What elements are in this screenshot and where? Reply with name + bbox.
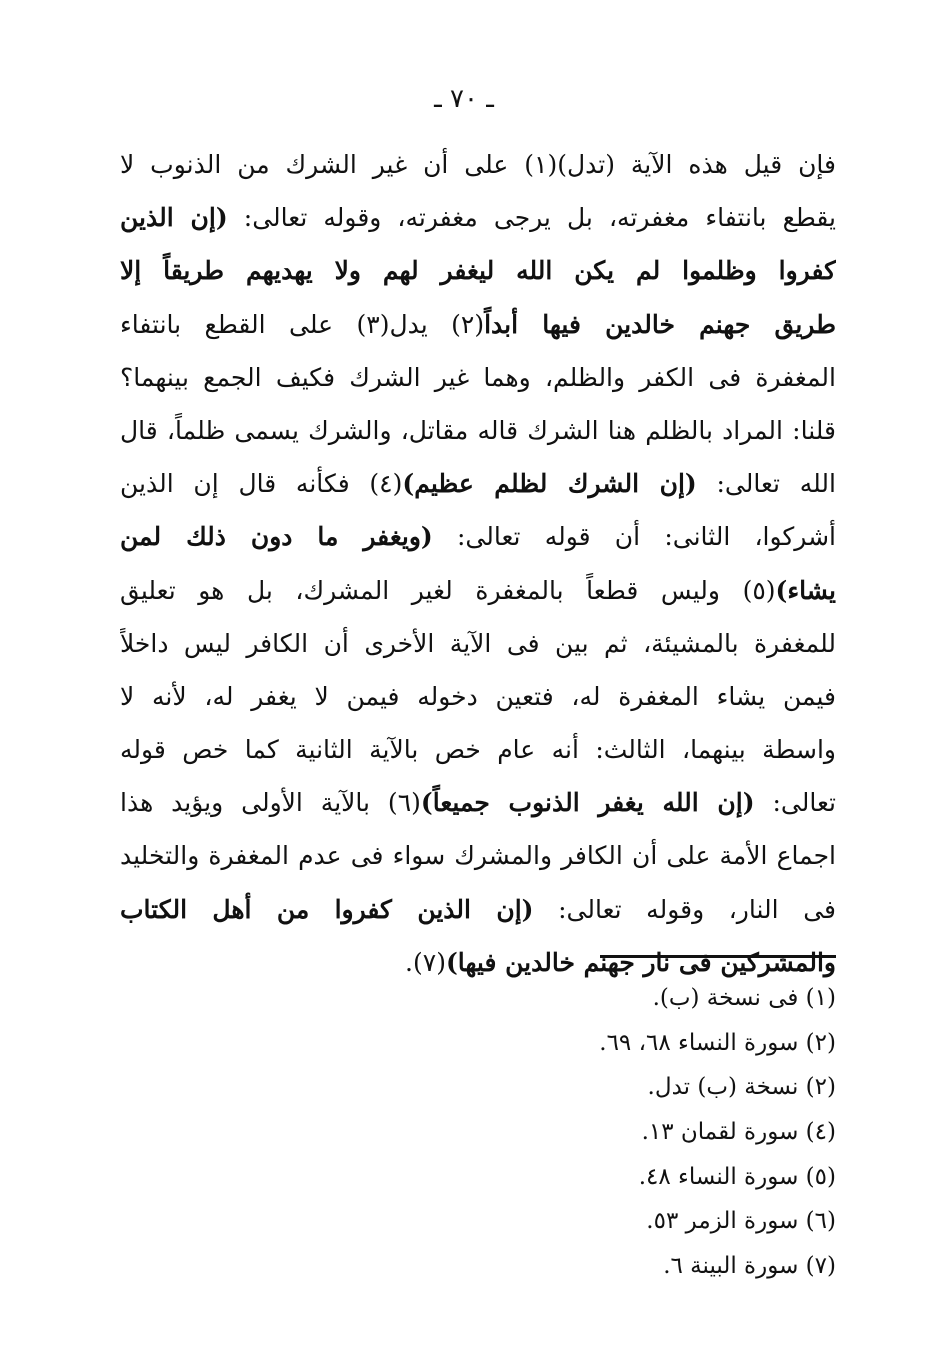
quran-quote: طريق جهنم خالدين فيها أبداً (484, 309, 836, 339)
body-text (120, 138, 836, 989)
text-line (120, 829, 836, 882)
text-line (120, 298, 836, 351)
quran-quote: والمشركين فى نار جهنم خالدين فيها) (445, 947, 836, 977)
text-line (120, 351, 836, 404)
text-segment: (٥) وليس قطعاً بالمغفرة لغير المشرك، بل هو تعليق (120, 575, 776, 605)
quran-quote: (إن الشرك لظلم عظيم) (402, 469, 697, 499)
text-line (120, 457, 836, 510)
text-line (120, 776, 836, 829)
page-number: ـ ٧٠ ـ (434, 84, 494, 114)
text-segment: للمغفرة بالمشيئة، ثم بين فى الآية الأخرى أن الكافر ليس داخلاً (120, 628, 836, 658)
text-line (120, 510, 836, 563)
text-segment: (٧). (405, 947, 446, 977)
footnote: (٥) سورة النساء ٤٨. (638, 1163, 836, 1190)
text-line (120, 138, 836, 191)
text-line (120, 404, 836, 457)
footnote: (٢) نسخة (ب) تدل. (647, 1074, 836, 1101)
quran-quote: (إن الذين (120, 203, 228, 233)
text-segment: (٤) فكأنه قال إن الذين (120, 469, 403, 499)
text-line (120, 670, 836, 723)
footnote: (٤) سورة لقمان ١٣. (641, 1119, 836, 1146)
text-line (120, 191, 836, 244)
quran-quote: كفروا وظلموا لم يكن الله ليغفر لهم ولا يهديهم طريقاً إلا (120, 256, 836, 286)
text-line (120, 244, 836, 297)
text-segment: اجماع الأمة على أن الكافر والمشرك سواء فى عدم المغفرة والتخليد (120, 841, 836, 871)
text-segment: فيمن يشاء المغفرة له، فتعين دخوله فيمن لا يغفر له، لأنه لا (120, 681, 836, 711)
text-segment: المغفرة فى الكفر والظلم، وهما غير الشرك فكيف الجمع بينهما؟ (120, 362, 836, 392)
footnote-separator (600, 955, 836, 958)
quran-quote: (ويغفر ما دون ذلك لمن (120, 522, 433, 552)
text-line (120, 564, 836, 617)
footnote: (٦) سورة الزمر ٥٣. (646, 1208, 836, 1235)
text-segment: فإن قيل هذه الآية (تدل)(١) على أن غير الشرك من الذنوب لا (120, 150, 836, 179)
text-segment: واسطة بينهما، الثالث: أنه عام خص بالآية الثانية كما خص قوله (120, 735, 836, 765)
text-segment: يقطع بانتفاء مغفرته، بل يرجى مغفرته، وقوله تعالى: (227, 203, 836, 233)
footnote: (١) فى نسخة (ب). (652, 985, 836, 1011)
text-line (120, 723, 836, 776)
text-segment: تعالى: (754, 788, 836, 818)
text-segment: (٦) بالآية الأولى ويؤيد هذا (120, 788, 421, 818)
footnote: (٧) سورة البينة ٦. (663, 1253, 836, 1280)
text-segment: الله تعالى: (696, 469, 836, 499)
text-segment: فى النار، وقوله تعالى: (533, 894, 836, 924)
quran-quote: (إن الذين كفروا من أهل الكتاب (120, 894, 534, 924)
text-segment: قلنا: المراد بالظلم هنا الشرك قاله مقاتل، والشرك يسمى ظلماً، قال (120, 415, 836, 445)
quran-quote: (إن الله يغفر الذنوب جميعاً) (420, 788, 755, 818)
text-line (120, 883, 836, 936)
text-segment: (٢) يدل(٣) على القطع بانتفاء (120, 309, 485, 339)
quran-quote: يشاء) (775, 575, 836, 605)
footnotes (400, 976, 836, 1289)
text-segment: أشركوا، الثانى: أن قوله تعالى: (432, 522, 836, 552)
text-line (120, 617, 836, 670)
footnote: (٢) سورة النساء ٦٨، ٦٩. (599, 1029, 836, 1056)
